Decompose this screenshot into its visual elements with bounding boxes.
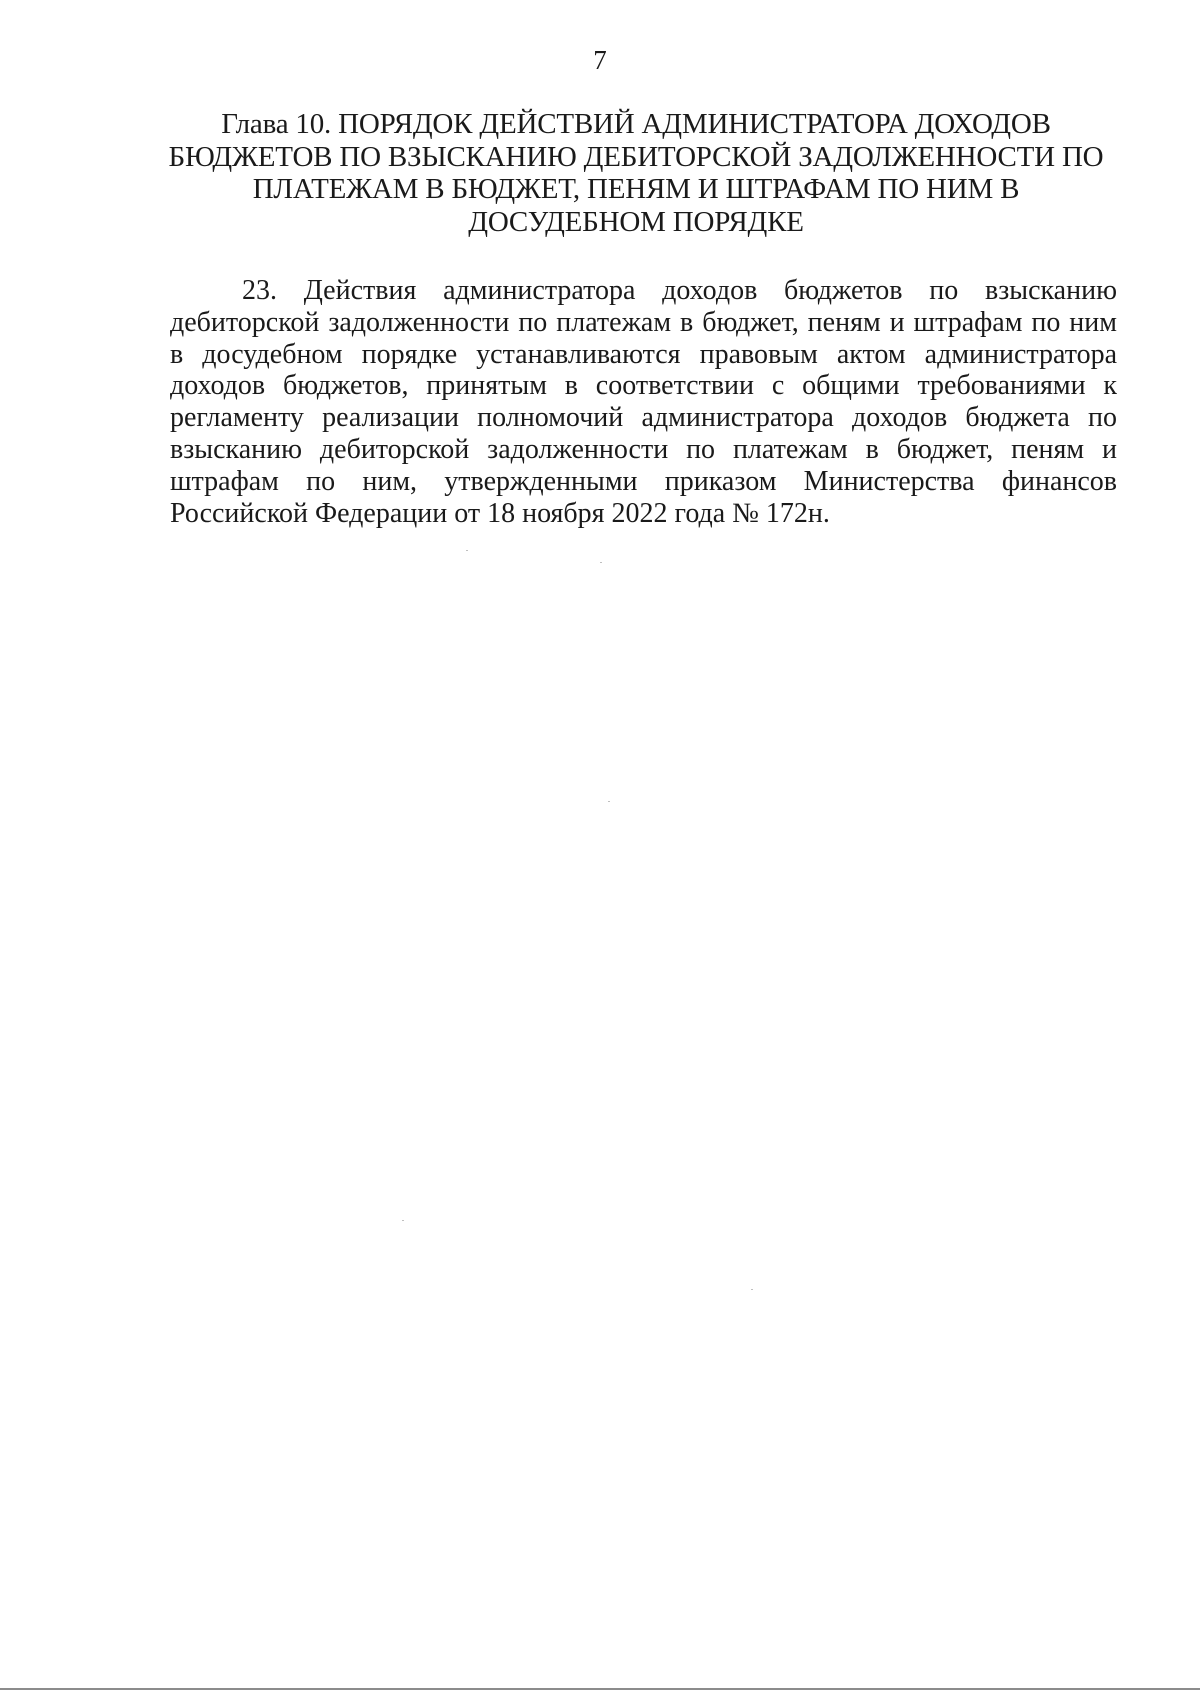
paragraph-line: регламенту реализации полномочий администратора доходов бюджета по (170, 402, 1117, 434)
chapter-title-line: БЮДЖЕТОВ ПО ВЗЫСКАНИЮ ДЕБИТОРСКОЙ ЗАДОЛЖЕННОСТИ ПО (168, 140, 1104, 173)
page-number: 7 (593, 45, 607, 75)
chapter-title (160, 108, 1112, 238)
paragraph-line: дебиторской задолженности по платежам в бюджет, пеням и штрафам по ним (170, 306, 1117, 338)
paragraph-line: штрафам по ним, утвержденными приказом Министерства финансов (170, 465, 1117, 497)
scan-speck (600, 562, 602, 563)
bottom-scan-edge (0, 1688, 1200, 1690)
scan-speck (608, 801, 610, 802)
paragraph-line: 23. Действия администратора доходов бюджетов по взысканию (242, 275, 1117, 306)
paragraph-line: взысканию дебиторской задолженности по платежам в бюджет, пеням и (170, 433, 1117, 465)
scan-speck (751, 1289, 753, 1290)
paragraph-line: Российской Федерации от 18 ноября 2022 года № 172н. (170, 497, 830, 529)
chapter-title-line: ДОСУДЕБНОМ ПОРЯДКЕ (468, 205, 804, 238)
chapter-title-line: Глава 10. ПОРЯДОК ДЕЙСТВИЙ АДМИНИСТРАТОРА ДОХОДОВ (221, 108, 1051, 140)
paragraph-line: доходов бюджетов, принятым в соответствии с общими требованиями к (170, 370, 1117, 402)
scan-speck (402, 1220, 404, 1221)
paragraph-23 (170, 275, 1117, 529)
scan-speck (466, 550, 468, 551)
paragraph-line: в досудебном порядке устанавливаются правовым актом администратора (170, 338, 1117, 370)
chapter-title-line: ПЛАТЕЖАМ В БЮДЖЕТ, ПЕНЯМ И ШТРАФАМ ПО НИМ В (252, 173, 1020, 205)
